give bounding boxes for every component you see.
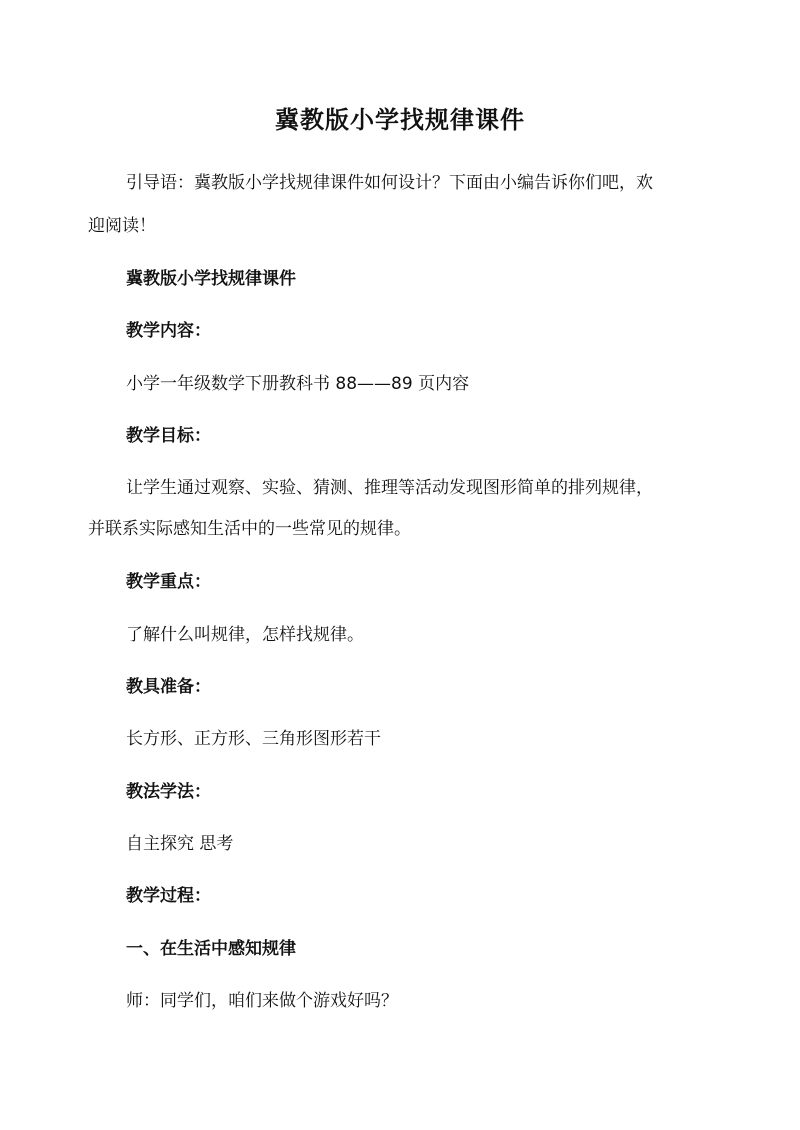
intro-line-1: 引导语：冀教版小学找规律课件如何设计？下面由小编告诉你们吧，欢 <box>126 173 653 193</box>
methods-heading: 教法学法： <box>126 782 211 802</box>
process-dialogue-1: 师：同学们，咱们来做个游戏好吗？ <box>126 991 398 1011</box>
content-heading: 教学内容： <box>126 321 211 341</box>
process-heading: 教学过程： <box>126 886 211 906</box>
objectives-line-1: 让学生通过观察、实验、猜测、推理等活动发现图形简单的排列规律， <box>126 478 653 498</box>
key-points-heading: 教学重点： <box>126 572 211 592</box>
key-points-text: 了解什么叫规律，怎样找规律。 <box>126 625 364 645</box>
materials-heading: 教具准备： <box>126 677 211 697</box>
intro-line-2: 迎阅读！ <box>88 216 156 236</box>
content-text: 小学一年级数学下册教科书 88——89 页内容 <box>126 374 470 394</box>
process-section-1: 一、在生活中感知规律 <box>126 939 296 959</box>
objectives-line-2: 并联系实际感知生活中的一些常见的规律。 <box>88 519 411 539</box>
methods-text: 自主探究 思考 <box>126 834 234 854</box>
materials-text: 长方形、正方形、三角形图形若干 <box>126 729 381 749</box>
section-subtitle: 冀教版小学找规律课件 <box>126 269 296 289</box>
document-title: 冀教版小学找规律课件 <box>275 106 525 134</box>
objectives-heading: 教学目标： <box>126 426 211 446</box>
